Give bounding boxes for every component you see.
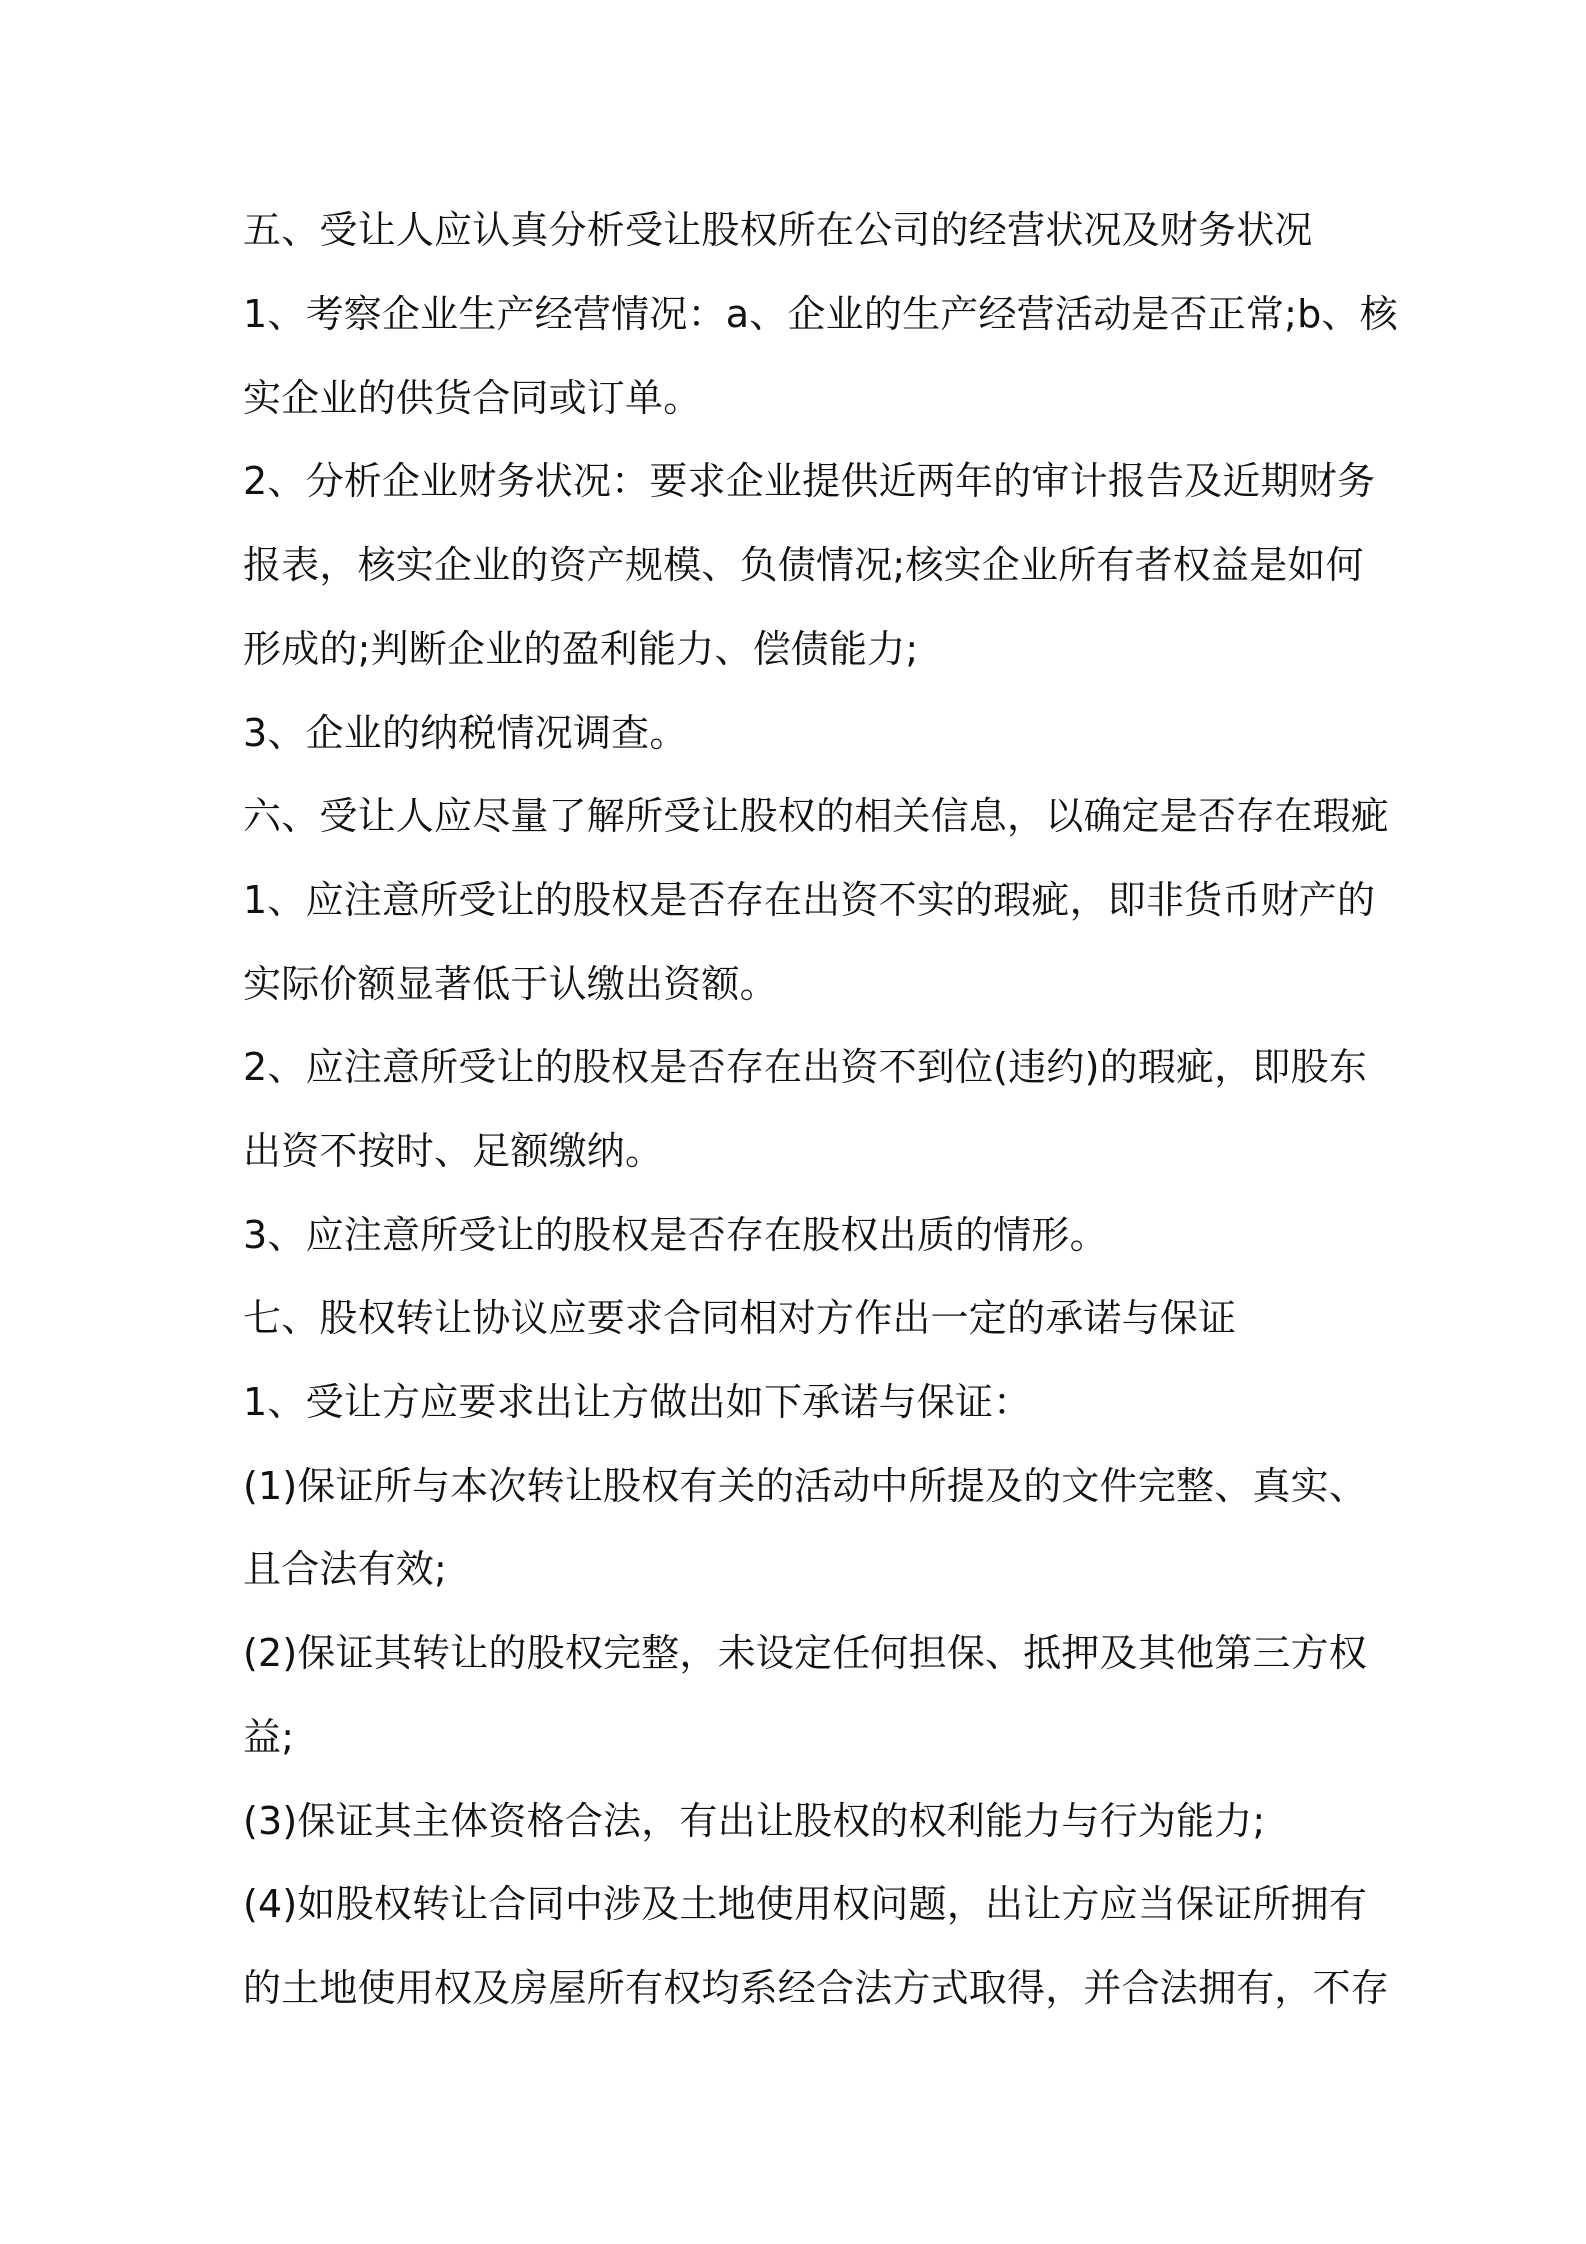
paragraph-line: (1)保证所与本次转让股权有关的活动中所提及的文件完整、真实、 [243,1464,1368,1508]
heading-section-6: 六、受让人应尽量了解所受让股权的相关信息，以确定是否存在瑕疵 [243,794,1390,838]
heading-section-7: 七、股权转让协议应要求合同相对方作出一定的承诺与保证 [243,1296,1237,1340]
heading-section-5: 五、受让人应认真分析受让股权所在公司的经营状况及财务状况 [243,208,1313,252]
paragraph-line: 实际价额显著低于认缴出资额。 [243,962,778,1006]
paragraph-line: 3、企业的纳税情况调查。 [243,711,688,755]
paragraph-line: 1、受让方应要求出让方做出如下承诺与保证： [243,1380,1032,1424]
paragraph-line: 报表，核实企业的资产规模、负债情况;核实企业所有者权益是如何 [243,543,1364,587]
paragraph-line: 实企业的供货合同或订单。 [243,376,702,420]
paragraph-line: 的土地使用权及房屋所有权均系经合法方式取得，并合法拥有，不存 [243,1966,1390,2010]
paragraph-line: (4)如股权转让合同中涉及土地使用权问题，出让方应当保证所拥有 [243,1882,1368,1926]
paragraph-line: 出资不按时、足额缴纳。 [243,1129,664,1173]
paragraph-line: 益; [243,1715,295,1759]
paragraph-line: 1、考察企业生产经营情况：a、企业的生产经营活动是否正常;b、核 [243,292,1398,336]
paragraph-line: 形成的;判断企业的盈利能力、偿债能力; [243,627,919,671]
paragraph-line: (2)保证其转让的股权完整，未设定任何担保、抵押及其他第三方权 [243,1631,1368,1675]
paragraph-line: 2、分析企业财务状况：要求企业提供近两年的审计报告及近期财务 [243,459,1376,503]
paragraph-line: 且合法有效; [243,1547,448,1591]
paragraph-line: 3、应注意所受让的股权是否存在股权出质的情形。 [243,1213,1108,1257]
paragraph-line: (3)保证其主体资格合法，有出让股权的权利能力与行为能力; [243,1799,1266,1843]
paragraph-line: 1、应注意所受让的股权是否存在出资不实的瑕疵，即非货币财产的 [243,878,1376,922]
paragraph-line: 2、应注意所受让的股权是否存在出资不到位(违约)的瑕疵，即股东 [243,1045,1368,1089]
